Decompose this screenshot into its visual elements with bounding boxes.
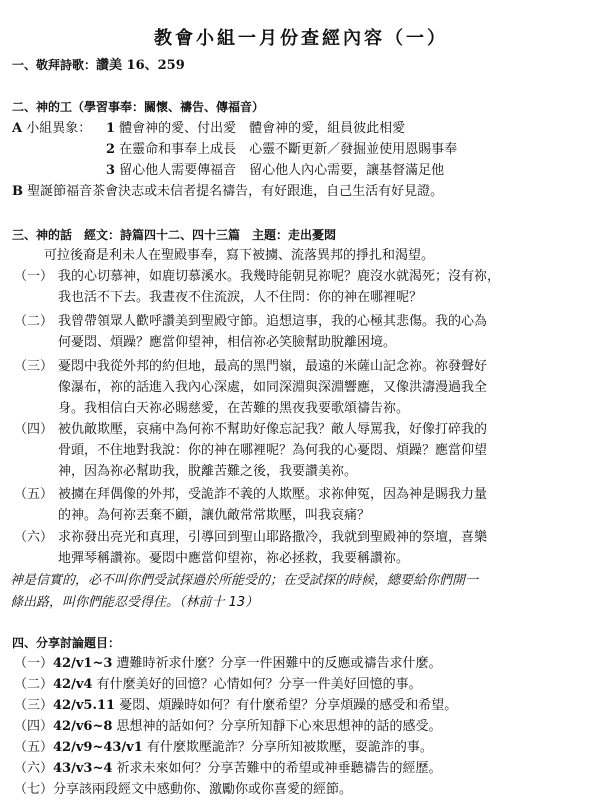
- point-line: 的神。為何祢丟棄不顧，讓仇敵常常欺壓，叫我哀痛？: [58, 508, 371, 523]
- vision-item-num: 1: [106, 121, 116, 136]
- section-worship-label: 一、敬拜詩歌：: [12, 58, 97, 72]
- vision-item: [106, 141, 457, 159]
- point-number: （三）: [14, 359, 54, 374]
- point-line: 憂悶中我從外邦的約但地，最高的黑門嶺，最遠的米薩山記念祢。祢發聲好: [58, 359, 488, 374]
- vision-item: [106, 162, 444, 180]
- section-discussion-header: 四、分享討論題目：: [12, 636, 121, 650]
- question-text: 有什麼美好的回憶？心情如何？分享一件美好回憶的事。: [92, 677, 422, 692]
- point-line: 身。我相信白天祢必賜慈愛，在苦難的黑夜我要歌頌禱告祢。: [58, 401, 410, 416]
- memory-verse-line: 條出路，叫你們能忍受得住。（林前十 13）: [10, 595, 259, 610]
- vision-item-num: 2: [106, 142, 116, 157]
- point-number: （四）: [14, 422, 54, 437]
- question-item: [14, 655, 442, 673]
- point-line: 骨頭，不住地對我說：你的神在哪裡呢？為何我的心憂悶、煩躁？應當仰望: [58, 443, 488, 458]
- vision-b-prefix: B: [12, 184, 23, 199]
- page-title: 教會小組一月份查經內容（一）: [154, 28, 448, 49]
- point-line: 我也活不下去。我晝夜不住流淚，人不住問：你的神在哪裡呢？: [58, 290, 423, 305]
- point-line: 求祢發出亮光和真理，引導回到聖山耶路撒冷，我就到聖殿神的祭壇，喜樂: [58, 530, 488, 545]
- question-item: [14, 781, 352, 799]
- question-item: [14, 760, 442, 778]
- question-reference: 42/v1~3: [53, 656, 113, 671]
- question-reference: 42/v4: [53, 677, 93, 692]
- question-item: [14, 676, 422, 694]
- question-text: 分享該兩段經文中感動你、激勵你或你喜愛的經節。: [53, 782, 353, 797]
- question-number: （二）: [14, 677, 54, 692]
- question-number: （六）: [14, 761, 54, 776]
- question-number: （五）: [14, 740, 54, 755]
- question-reference: 42/v9~43/v1: [53, 740, 143, 755]
- point-line: 地彈琴稱讚祢。憂悶中應當仰望祢，祢必拯救，我要稱讚祢。: [58, 551, 410, 566]
- vision-b-row: [12, 183, 443, 201]
- question-number: （三）: [14, 698, 54, 713]
- scripture-intro: 可拉後裔是利未人在聖殿事奉，寫下被擄、流落異邦的掙扎和渴望。: [44, 248, 435, 263]
- point-number: （五）: [14, 487, 54, 502]
- vision-item-text: 留心他人需要傳福音 留心他人內心需要，讓基督滿足他: [115, 163, 445, 178]
- question-text: 有什麼欺壓詭詐？分享所知被欺壓，耍詭詐的事。: [142, 740, 433, 755]
- section-gods-word-header: 三、神的話 經文：詩篇四十二、四十三篇 主題：走出憂悶: [12, 228, 337, 242]
- memory-verse-line: 神是信實的，必不叫你們受試探過於所能受的；在受試探的時候，總要給你們開一: [10, 573, 479, 588]
- vision-a-label: 小組異象：: [22, 121, 92, 136]
- section-worship: [12, 56, 185, 75]
- worship-songs: 讚美 16、259: [96, 58, 185, 73]
- point-line: 我的心切慕神，如鹿切慕溪水。我幾時能朝見祢呢？鹿沒水就渴死；沒有祢，: [58, 269, 501, 284]
- question-reference: 42/v6~8: [53, 719, 113, 734]
- vision-b-text: 聖誕節福音茶會決志或未信者提名禱告，有好跟進，自己生活有好見證。: [23, 184, 444, 199]
- question-number: （七）: [14, 782, 54, 797]
- point-number: （六）: [14, 530, 54, 545]
- question-number: （一）: [14, 656, 54, 671]
- question-item: [14, 697, 457, 715]
- question-text: 遭難時祈求什麼？分享一件困難中的反應或禱告求什麼。: [112, 656, 442, 671]
- section-gods-work-header: 二、神的工（學習事奉：關懷、禱告、傳福音）: [12, 100, 265, 114]
- question-item: [14, 739, 433, 757]
- point-line: 像瀑布，祢的話進入我內心深處，如同深淵與深淵響應，又像洪濤漫過我全: [58, 380, 488, 395]
- point-line: 被仇敵欺壓，哀痛中為何祢不幫助好像忘記我？敵人辱罵我，好像打碎我的: [58, 422, 488, 437]
- vision-item-text: 在靈命和事奉上成長 心靈不斷更新／發掘並使用恩賜事奉: [115, 142, 458, 157]
- question-item: [14, 718, 442, 736]
- vision-item-num: 3: [106, 163, 116, 178]
- point-line: 我曾帶領眾人歡呼讚美到聖殿守節。追想這事，我的心極其悲傷。我的心為: [58, 314, 488, 329]
- point-number: （二）: [14, 314, 54, 329]
- question-reference: 42/v5.11: [53, 698, 116, 713]
- vision-a-row: [12, 120, 91, 138]
- question-text: 思想神的話如何？分享所知靜下心來思想神的話的感受。: [112, 719, 442, 734]
- question-number: （四）: [14, 719, 54, 734]
- question-text: 憂悶、煩躁時如何？有什麼希望？分享煩躁的感受和希望。: [115, 698, 458, 713]
- vision-a-prefix: A: [12, 121, 23, 136]
- point-line: 何憂悶、煩躁？應當仰望神，相信祢必笑臉幫助脫離困境。: [58, 335, 397, 350]
- vision-item-text: 體會神的愛、付出愛 體會神的愛，組員彼此相愛: [115, 121, 406, 136]
- point-line: 神，因為祢必幫助我，脫離苦難之後，我要讚美祢。: [58, 464, 358, 479]
- question-text: 祈求未來如何？分享苦難中的希望或神垂聽禱告的經歷。: [112, 761, 442, 776]
- vision-item: [106, 120, 405, 138]
- question-reference: 43/v3~4: [53, 761, 113, 776]
- point-line: 被擄在拜偶像的外邦，受詭詐不義的人欺壓。求祢伸冤，因為神是賜我力量: [58, 487, 488, 502]
- point-number: （一）: [14, 269, 54, 284]
